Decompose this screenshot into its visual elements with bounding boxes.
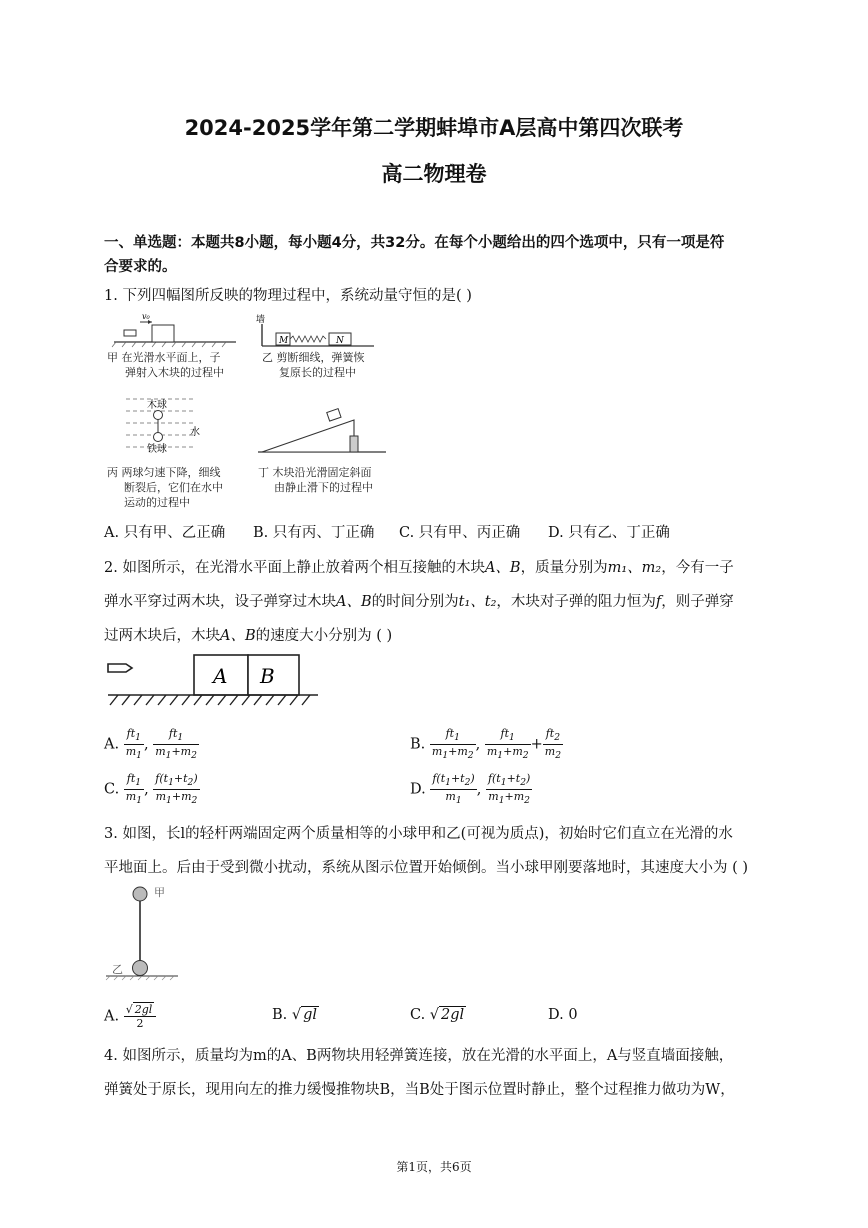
q4-line-1: 4. 如图所示，质量均为m的A、B两物块用轻弹簧连接，放在光滑的水平面上，A与竖直墙面接触，: [104, 1048, 734, 1064]
q2-line-2: 弹水平穿过两木块，设子弹穿过木块A、B的时间分别为t₁、t₂，木块对子弹的阻力恒为f，则子弹穿: [104, 594, 734, 610]
figure-jia: [106, 312, 246, 352]
water-label: 水: [190, 427, 200, 438]
fig-yi-caption-1: 乙 剪断细线，弹簧恢: [262, 351, 365, 364]
fig-bing-caption-1: 丙 两球匀速下降，细线: [107, 466, 221, 479]
v0-label: v₀: [142, 312, 150, 321]
wood-ball-label: 木球: [147, 400, 167, 411]
fig-bing-caption-3: 运动的过程中: [124, 496, 190, 509]
q2-line-1: 2. 如图所示，在光滑水平面上静止放着两个相互接触的木块A、B，质量分别为m₁、m₂，今有一子: [104, 560, 734, 576]
q3-option-d[interactable]: D. 0: [548, 1007, 578, 1023]
q2-option-b[interactable]: B. $\frac{ft_1}{m_1+m_2}$ , $\frac{ft_1}{m_1+m_2}$ + $\frac{ft_2}{m_2}$: [410, 727, 562, 762]
q3-line-1: 3. 如图，长l的轻杆两端固定两个质量相等的小球甲和乙(可视为质点)，初始时它们直立在光滑的水: [104, 826, 733, 842]
figure-ding: [254, 408, 394, 458]
q4-line-2: 弹簧处于原长，现用向左的推力缓慢推物块B，当B处于图示位置时静止，整个过程推力做功为W，: [104, 1082, 735, 1098]
q3-option-b[interactable]: B. √ gl: [272, 1007, 318, 1023]
figure-bing: [118, 393, 218, 463]
fig-yi-caption-2: 复原长的过程中: [279, 366, 356, 379]
page-footer: 第1页，共6页: [396, 1160, 472, 1174]
q3-line-2: 平地面上。后由于受到微小扰动，系统从图示位置开始倾倒。当小球甲刚要落地时，其速度大小为 ( ): [104, 860, 749, 876]
figure-yi: [254, 312, 394, 354]
fig-jia-caption-2: 弹射入木块的过程中: [125, 366, 224, 379]
ball-jia-label: 甲: [154, 886, 165, 899]
fig-ding-caption-2: 由静止滑下的过程中: [274, 481, 373, 494]
mass-N-label: N: [336, 336, 344, 346]
q3-option-c[interactable]: C. √ 2gl: [410, 1007, 465, 1023]
q2-option-c[interactable]: C. $\frac{ft_1}{m_1}$ , $\frac{f(t_1+t_2)}{m_1+m_2}$: [104, 772, 198, 807]
section-heading-cont: 合要求的。: [104, 259, 177, 275]
q1-option-c[interactable]: C. 只有甲、丙正确: [399, 525, 521, 541]
wall-label: 墙: [256, 315, 266, 325]
block-A-label: A: [213, 664, 228, 688]
section-heading: 一、单选题：本题共8小题，每小题4分，共32分。在每个小题给出的四个选项中，只有一项是符: [104, 235, 725, 251]
ball-yi-label: 乙: [112, 963, 123, 976]
paper-title: 2024-2025学年第二学期蚌埠市A层高中第四次联考: [184, 116, 684, 140]
q2-option-a[interactable]: A. $\frac{ft_1}{m_1}$ , $\frac{ft_1}{m_1+m_2}$: [104, 727, 197, 762]
figure-q3: [104, 882, 184, 982]
paper-subtitle: 高二物理卷: [381, 162, 487, 186]
q2-line-3: 过两木块后，木块A、B的速度大小分别为 ( ): [104, 628, 393, 644]
q3-option-a[interactable]: A. $\frac{√ 2gl}{2}$: [104, 1003, 156, 1030]
q1-option-d[interactable]: D. 只有乙、丁正确: [548, 525, 670, 541]
q1-stem: 1. 下列四幅图所反映的物理过程中，系统动量守恒的是( ): [104, 288, 472, 304]
q2-option-d[interactable]: D. $\frac{f(t_1+t_2)}{m_1}$ , $\frac{f(t_1+t_2)}{m_1+m_2}$: [410, 772, 531, 807]
fig-ding-caption-1: 丁 木块沿光滑固定斜面: [258, 466, 372, 479]
mass-M-label: M: [279, 336, 289, 346]
block-B-label: B: [260, 664, 275, 688]
q1-option-b[interactable]: B. 只有丙、丁正确: [253, 525, 375, 541]
figure-q2: [104, 652, 326, 712]
fig-jia-caption-1: 甲 在光滑水平面上，子: [107, 351, 221, 364]
q1-option-a[interactable]: A. 只有甲、乙正确: [104, 525, 226, 541]
iron-ball-label: 铁球: [147, 444, 167, 455]
fig-bing-caption-2: 断裂后，它们在水中: [124, 481, 223, 494]
